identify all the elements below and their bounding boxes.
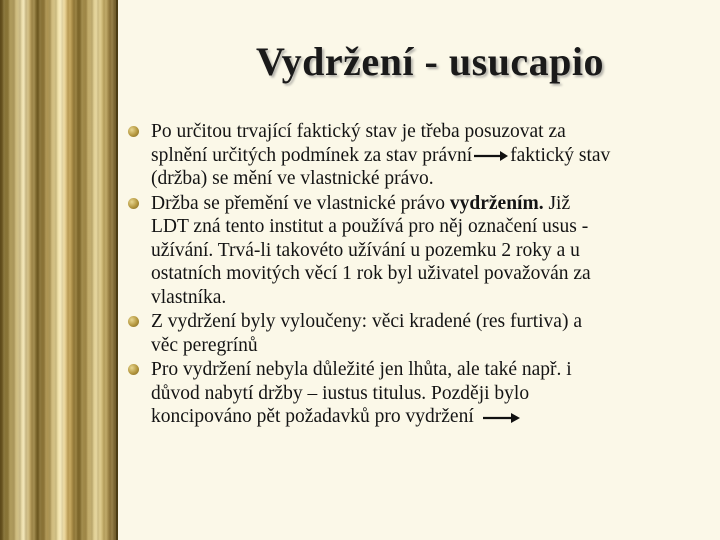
text-segment: koncipováno pět požadavků pro vydržení	[151, 406, 474, 427]
text-line: důvod nabytí držby – iustus titulus. Později bylo	[151, 382, 530, 404]
bullet-item	[128, 192, 703, 310]
text-line: Pro vydržení nebyla důležité jen lhůta, ale také např. i	[151, 359, 572, 380]
text-line: užívání. Trvá-li takovéto užívání u pozemku 2 roky a u	[151, 239, 580, 261]
text-line: vlastníka.	[151, 286, 227, 308]
bullet-icon	[128, 364, 139, 375]
text-line	[151, 405, 703, 429]
bold-term: vydržením.	[449, 192, 544, 214]
text-segment: splnění určitých podmínek za stav právní	[151, 144, 473, 166]
bullet-icon	[128, 316, 139, 327]
text-line: (držba) se mění ve vlastnické právo.	[151, 168, 434, 189]
arrow-right-icon	[473, 150, 509, 162]
bullet-icon	[128, 126, 139, 137]
text-segment: Držba se přemění ve vlastnické právo	[151, 192, 450, 214]
slide-title: Vydržení - usucapio	[255, 39, 605, 84]
text-line: ostatních movitých věcí 1 rok byl uživatel považován za	[151, 263, 591, 284]
text-line	[151, 192, 703, 216]
text-line: Z vydržení byly vyloučeny: věci kradené (res furtiva) a	[151, 311, 582, 332]
text-line: Po určitou trvající faktický stav je třeba posuzovat za	[151, 121, 566, 142]
text-line: věc peregrínů	[151, 334, 258, 356]
text-segment: Již	[543, 192, 571, 214]
bullet-item	[128, 310, 703, 357]
bullet-item	[128, 120, 703, 191]
bullet-list	[128, 120, 703, 430]
decorative-gold-border	[0, 0, 118, 540]
text-segment: faktický stav	[510, 144, 611, 166]
bullet-icon	[128, 198, 139, 209]
text-line	[151, 144, 703, 168]
bullet-item	[128, 358, 703, 429]
arrow-right-icon	[482, 412, 522, 424]
text-line: LDT zná tento institut a používá pro něj označení usus -	[151, 216, 589, 237]
